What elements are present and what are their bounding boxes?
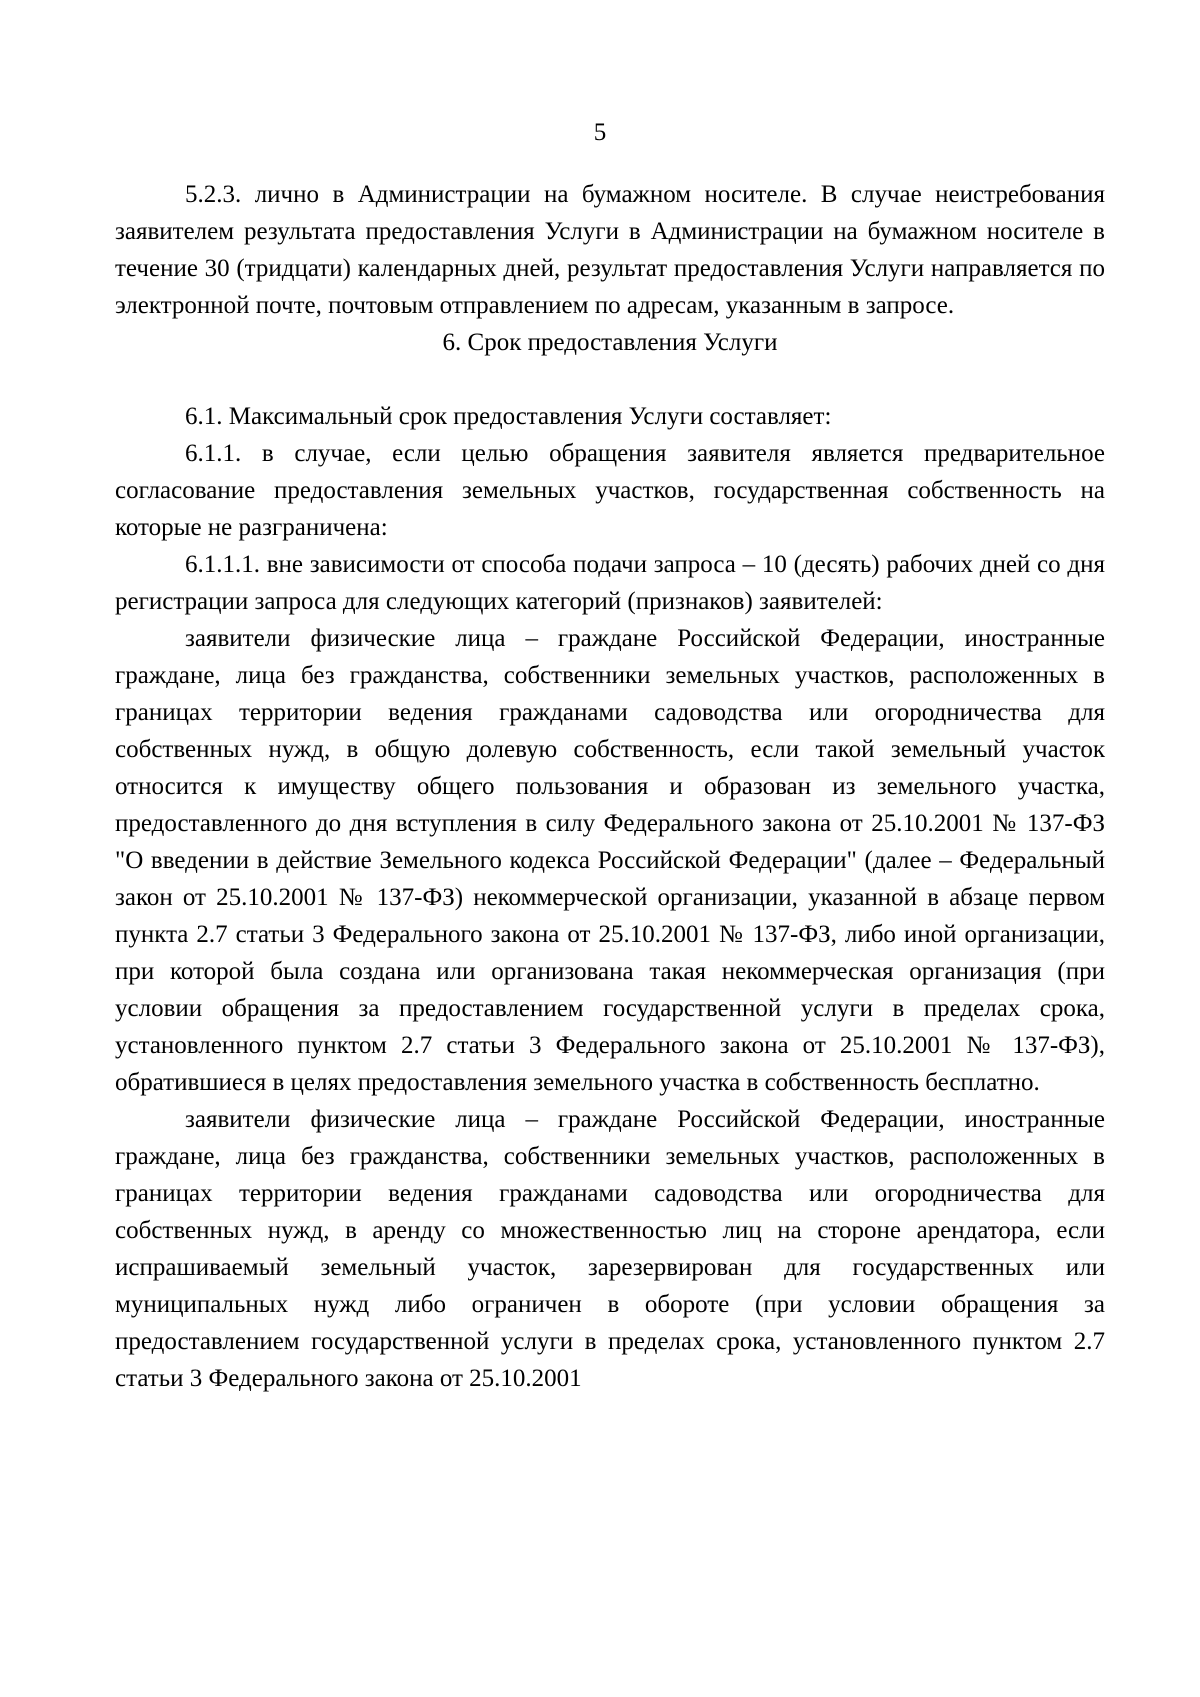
- section-heading: 6. Срок предоставления Услуги: [442, 329, 778, 356]
- page-number: 5: [593, 119, 607, 146]
- paragraph-6-1: 6.1. Максимальный срок предоставления Услуги составляет:: [185, 403, 832, 430]
- paragraph-applicants-ownership: заявители физические лица – граждане Российской Федерации, иностранные граждане, лица без гражданства, собственники земельных участков, расположенных в границах территории ведения гражданами садоводства или огородничества для собственных нужд, в общую долевую собственность, если такой земельный участок относится к имуществу общего пользования и образован из земельного участка, предоставленного до дня вступления в силу Федерального закона от 25.10.2001 № 137-ФЗ "О введении в действие Земельного кодекса Российской Федерации" (далее – Федеральный закон от 25.10.2001 № 137-ФЗ) некоммерческой организации, указанной в абзаце первом пункта 2.7 статьи 3 Федерального закона от 25.10.2001 № 137-ФЗ, либо иной организации, при которой была создана или организована такая некоммерческая организация (при условии обращения за предоставлением государственной услуги в пределах срока, установленного пунктом 2.7 статьи 3 Федерального закона от 25.10.2001 № 137-ФЗ), обратившиеся в целях предоставления земельного участка в собственность бесплатно.: [115, 625, 1105, 1096]
- paragraph-6-1-1: 6.1.1. в случае, если целью обращения заявителя является предварительное согласование предоставления земельных участков, государственная собственность на которые не разграничена:: [115, 440, 1105, 541]
- paragraph-6-1-1-1: 6.1.1.1. вне зависимости от способа подачи запроса – 10 (десять) рабочих дней со дня регистрации запроса для следующих категорий (признаков) заявителей:: [115, 551, 1105, 615]
- paragraph-5-2-3: 5.2.3. лично в Администрации на бумажном носителе. В случае неистребования заявителем результата предоставления Услуги в Администрации на бумажном носителе в течение 30 (тридцати) календарных дней, результат предоставления Услуги направляется по электронной почте, почтовым отправлением по адресам, указанным в запросе.: [115, 181, 1105, 319]
- paragraph-applicants-lease: заявители физические лица – граждане Российской Федерации, иностранные граждане, лица без гражданства, собственники земельных участков, расположенных в границах территории ведения гражданами садоводства или огородничества для собственных нужд, в аренду со множественностью лиц на стороне арендатора, если испрашиваемый земельный участок, зарезервирован для государственных или муниципальных нужд либо ограничен в обороте (при условии обращения за предоставлением государственной услуги в пределах срока, установленного пунктом 2.7 статьи 3 Федерального закона от 25.10.2001: [115, 1106, 1105, 1392]
- document-body: [115, 176, 1105, 1397]
